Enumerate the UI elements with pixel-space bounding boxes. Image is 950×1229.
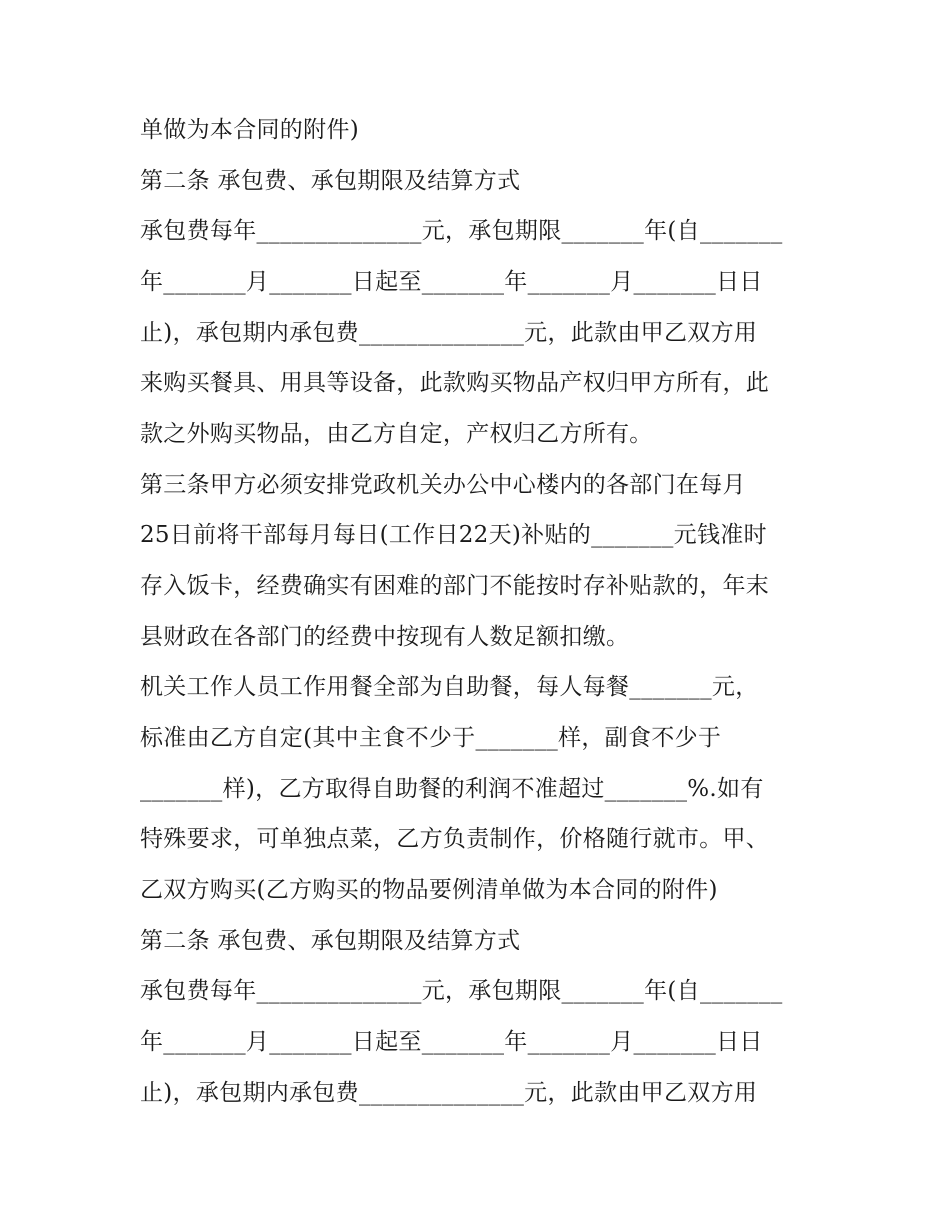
- text-line: 止)，承包期内承包费______________元，此款由甲乙双方用: [140, 1080, 758, 1106]
- text-line: 25日前将干部每月每日(工作日22天)补贴的_______元钱准时: [140, 522, 767, 548]
- section-heading: 第二条 承包费、承包期限及结算方式: [140, 168, 521, 194]
- section-heading: 第三条甲方必须安排党政机关办公中心楼内的各部门在每月: [140, 472, 746, 498]
- text-line: 存入饭卡，经费确实有困难的部门不能按时存补贴款的，年末: [140, 573, 770, 599]
- text-line: 承包费每年______________元，承包期限_______年(自_______: [140, 218, 783, 244]
- text-line: _______样)，乙方取得自助餐的利润不准超过_______%.如有: [140, 776, 764, 802]
- text-line: 年_______月_______日起至_______年_______月_______日日: [140, 1029, 763, 1055]
- text-line: 标准由乙方自定(其中主食不少于_______样，副食不少于: [140, 725, 722, 751]
- section-heading: 第二条 承包费、承包期限及结算方式: [140, 928, 521, 954]
- text-line: 特殊要求，可单独点菜，乙方负责制作，价格随行就市。甲、: [140, 826, 770, 852]
- text-line: 机关工作人员工作用餐全部为自助餐，每人每餐_______元，: [140, 674, 759, 700]
- text-line: 承包费每年______________元，承包期限_______年(自_______: [140, 978, 783, 1004]
- text-line: 乙双方购买(乙方购买的物品要例清单做为本合同的附件): [140, 877, 718, 903]
- text-line: 单做为本合同的附件): [140, 117, 359, 143]
- text-line: 县财政在各部门的经费中按现有人数足额扣缴。: [140, 624, 630, 650]
- text-line: 来购买餐具、用具等设备，此款购买物品产权归甲方所有，此: [140, 370, 770, 396]
- text-line: 款之外购买物品，由乙方自定，产权归乙方所有。: [140, 421, 653, 447]
- text-line: 止)，承包期内承包费______________元，此款由甲乙双方用: [140, 320, 758, 346]
- text-line: 年_______月_______日起至_______年_______月_______日日: [140, 269, 763, 295]
